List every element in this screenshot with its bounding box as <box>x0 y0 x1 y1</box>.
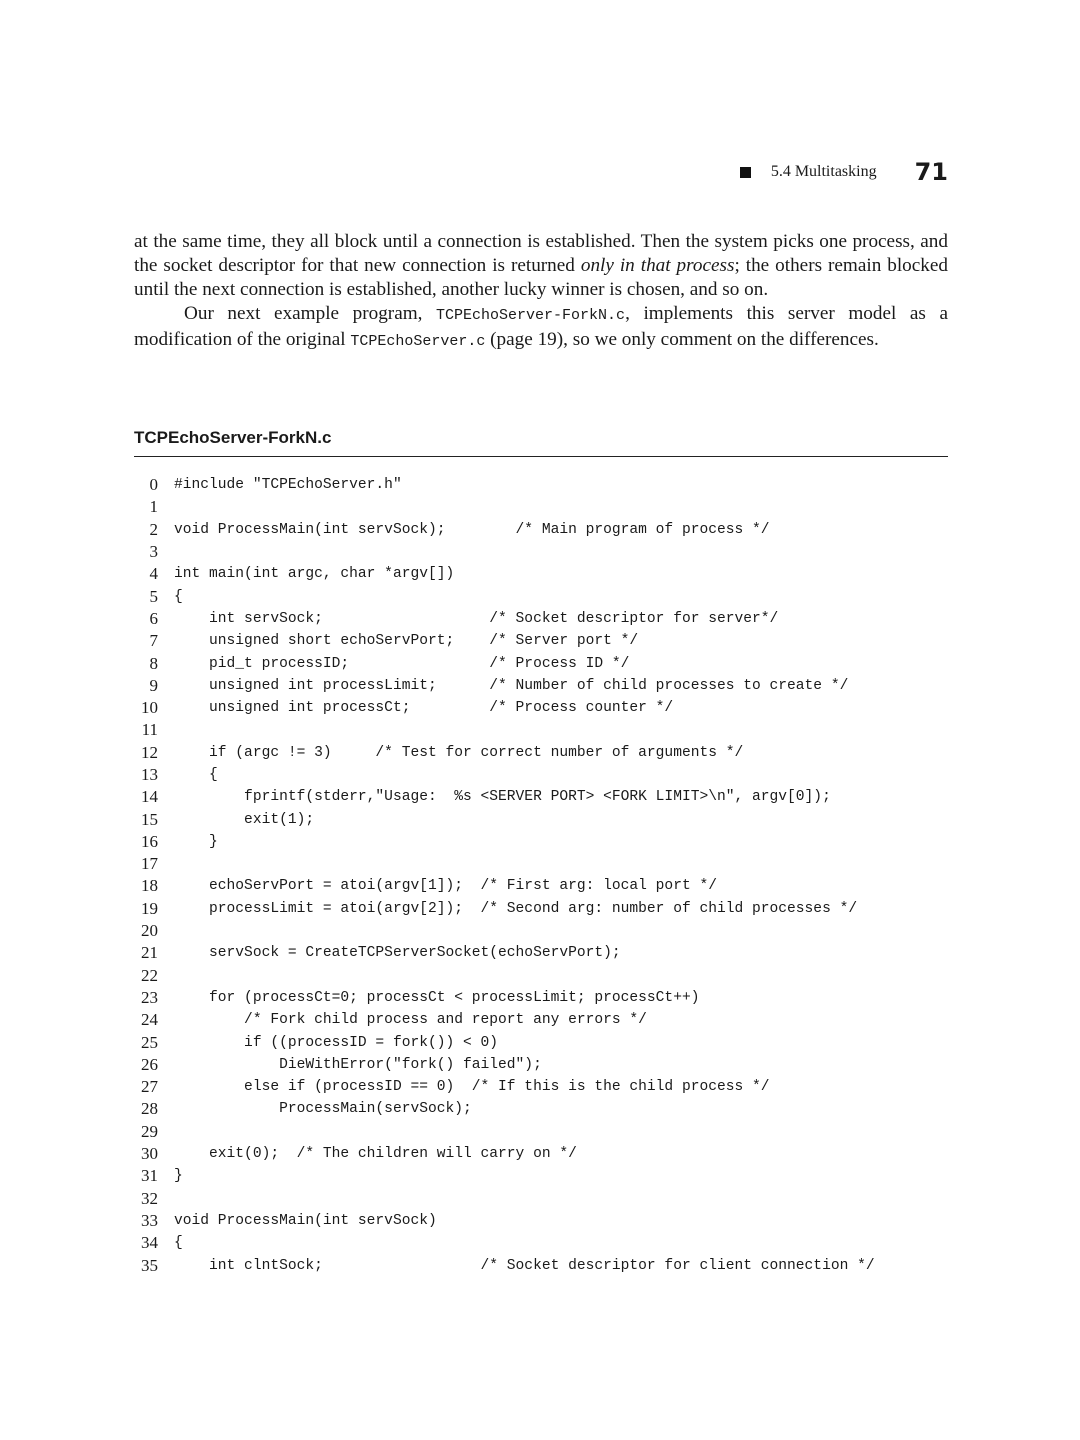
line-number: 1 <box>149 497 158 517</box>
code-line <box>134 541 948 563</box>
code-line <box>134 652 948 674</box>
code-line <box>134 1009 948 1031</box>
code-text: for (processCt=0; processCt < processLimit; processCt++) <box>174 989 700 1006</box>
code-text: fprintf(stderr,"Usage: %s <SERVER PORT> <FORK LIMIT>\n", argv[0]); <box>174 789 831 806</box>
line-number: 25 <box>141 1032 158 1052</box>
code-line <box>134 764 948 786</box>
code-text: unsigned int processCt; /* Process counter */ <box>174 700 674 717</box>
line-number: 26 <box>141 1054 158 1074</box>
code-line <box>134 942 948 964</box>
code-line <box>134 1254 948 1276</box>
line-number: 14 <box>141 787 158 807</box>
code-line <box>134 920 948 942</box>
line-number: 21 <box>141 943 158 963</box>
code-text: { <box>174 588 183 605</box>
code-text: servSock = CreateTCPServerSocket(echoServPort); <box>174 945 621 962</box>
filename-inline: TCPEchoServer-ForkN.c <box>436 307 626 325</box>
running-header <box>740 158 948 186</box>
code-line <box>134 474 948 496</box>
code-text: echoServPort = atoi(argv[1]); /* First arg: local port */ <box>174 878 717 895</box>
code-text: DieWithError("fork() failed"); <box>174 1056 542 1073</box>
code-text: exit(1); <box>174 811 315 828</box>
listing-title: TCPEchoServer-ForkN.c <box>134 428 332 447</box>
line-number: 2 <box>149 519 158 539</box>
code-line <box>134 519 948 541</box>
code-line <box>134 1054 948 1076</box>
bullet-square-icon <box>740 167 751 178</box>
code-listing <box>134 474 948 1277</box>
listing-divider <box>134 456 948 457</box>
line-number: 6 <box>149 608 158 628</box>
body-text <box>134 230 948 354</box>
code-text: } <box>174 1168 183 1185</box>
code-line <box>134 898 948 920</box>
code-line <box>134 608 948 630</box>
code-line <box>134 742 948 764</box>
filename-inline: TCPEchoServer.c <box>350 333 486 351</box>
code-text: { <box>174 1235 183 1252</box>
line-number: 16 <box>141 831 158 851</box>
code-text: unsigned int processLimit; /* Number of child processes to create */ <box>174 677 849 694</box>
code-line <box>134 965 948 987</box>
line-number: 8 <box>149 653 158 673</box>
code-line <box>134 808 948 830</box>
line-number: 7 <box>149 631 158 651</box>
code-line <box>134 987 948 1009</box>
code-line <box>134 697 948 719</box>
line-number: 22 <box>141 965 158 985</box>
code-text: void ProcessMain(int servSock) <box>174 1212 437 1229</box>
paragraph-2: Our next example program, TCPEchoServer-ForkN.c, implements this server model as a modification of the original TCPEchoServer.c (page 19), so we only comment on the differences. <box>134 303 948 351</box>
line-number: 18 <box>141 876 158 896</box>
code-line <box>134 1232 948 1254</box>
page-number: 71 <box>914 158 948 186</box>
code-line <box>134 853 948 875</box>
code-line <box>134 1143 948 1165</box>
code-line <box>134 875 948 897</box>
line-number: 5 <box>149 586 158 606</box>
line-number: 27 <box>141 1077 158 1097</box>
line-number: 12 <box>141 742 158 762</box>
line-number: 33 <box>141 1210 158 1230</box>
code-line <box>134 1210 948 1232</box>
code-text: else if (processID == 0) /* If this is the child process */ <box>174 1079 770 1096</box>
line-number: 20 <box>141 921 158 941</box>
code-line <box>134 563 948 585</box>
line-number: 34 <box>141 1233 158 1253</box>
code-text: int clntSock; /* Socket descriptor for client connection */ <box>174 1257 875 1274</box>
section-label: 5.4 Multitasking <box>770 163 877 180</box>
line-number: 3 <box>149 542 158 562</box>
code-text: #include "TCPEchoServer.h" <box>174 477 402 494</box>
line-number: 10 <box>141 698 158 718</box>
line-number: 24 <box>141 1010 158 1030</box>
code-line <box>134 1165 948 1187</box>
line-number: 30 <box>141 1144 158 1164</box>
code-line <box>134 630 948 652</box>
code-line <box>134 585 948 607</box>
line-number: 35 <box>141 1255 158 1275</box>
code-line <box>134 1098 948 1120</box>
line-number: 0 <box>149 475 158 495</box>
code-text: int servSock; /* Socket descriptor for server*/ <box>174 610 779 627</box>
code-text: if ((processID = fork()) < 0) <box>174 1034 499 1051</box>
line-number: 15 <box>141 809 158 829</box>
line-number: 4 <box>149 564 158 584</box>
line-number: 28 <box>141 1099 158 1119</box>
code-line <box>134 675 948 697</box>
code-text: processLimit = atoi(argv[2]); /* Second arg: number of child processes */ <box>174 900 858 917</box>
code-line <box>134 1031 948 1053</box>
code-line <box>134 1188 948 1210</box>
code-text: exit(0); /* The children will carry on */ <box>174 1146 577 1163</box>
code-line <box>134 1076 948 1098</box>
code-text: if (argc != 3) /* Test for correct number of arguments */ <box>174 744 744 761</box>
code-line <box>134 719 948 741</box>
code-line <box>134 1121 948 1143</box>
line-number: 32 <box>141 1188 158 1208</box>
line-number: 23 <box>141 987 158 1007</box>
line-number: 31 <box>141 1166 158 1186</box>
code-text: unsigned short echoServPort; /* Server port */ <box>174 633 639 650</box>
paragraph-1: at the same time, they all block until a connection is established. Then the system picks one process, and the socket descriptor for that new connection is returned only in that process; the others remain blocked until the next connection is established, another lucky winner is chosen, and so on. <box>134 231 948 301</box>
line-number: 9 <box>149 675 158 695</box>
code-text: } <box>174 833 218 850</box>
code-line <box>134 496 948 518</box>
line-number: 11 <box>141 720 158 740</box>
line-number: 13 <box>141 765 158 784</box>
code-text: void ProcessMain(int servSock); /* Main program of process */ <box>174 521 770 538</box>
code-text: ProcessMain(servSock); <box>174 1101 472 1118</box>
emphasis: only in that process <box>580 255 735 277</box>
code-text: { <box>174 767 218 783</box>
code-line <box>134 786 948 808</box>
code-line <box>134 831 948 853</box>
line-number: 17 <box>141 854 158 874</box>
line-number: 19 <box>141 898 158 918</box>
code-text: pid_t processID; /* Process ID */ <box>174 655 630 672</box>
code-text: /* Fork child process and report any errors */ <box>174 1012 647 1029</box>
line-number: 29 <box>141 1121 158 1141</box>
code-text: int main(int argc, char *argv[]) <box>174 566 455 583</box>
